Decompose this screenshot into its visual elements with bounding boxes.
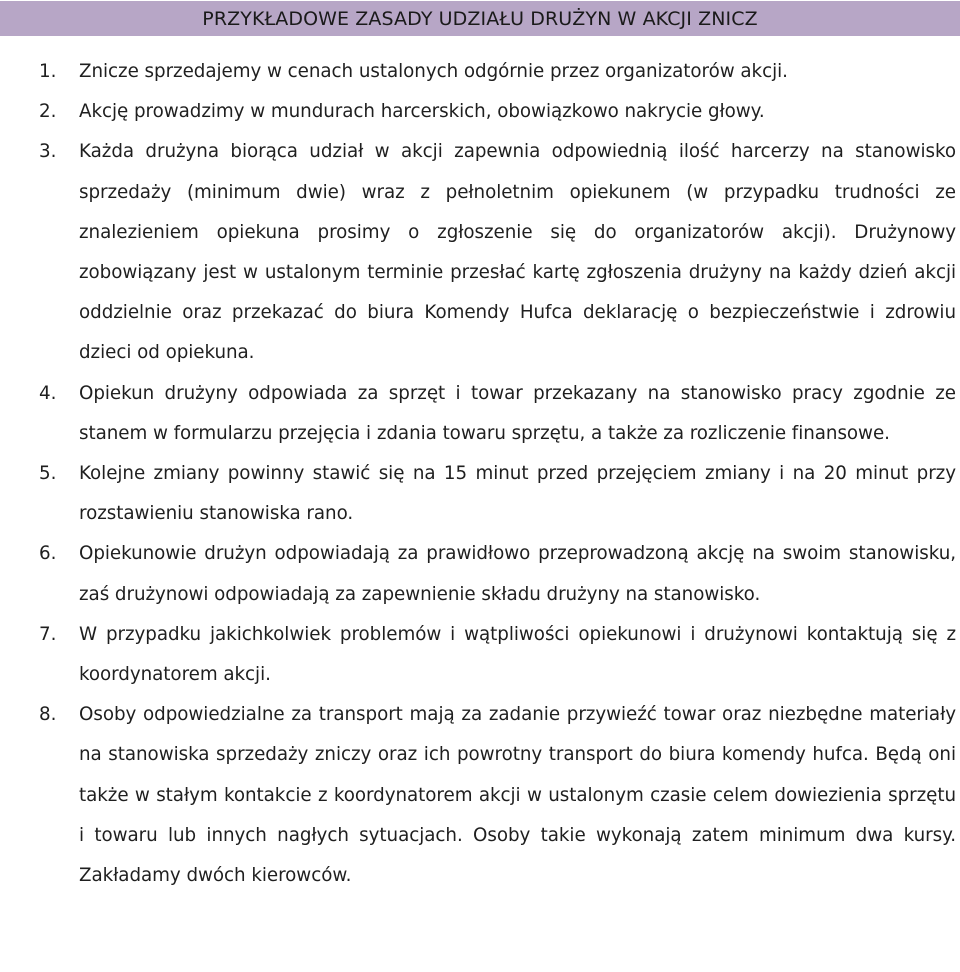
- rule-text: Osoby odpowiedzialne za transport mają za zadanie przywieźć towar oraz niezbędne materiały na stanowiska sprzedaży zniczy oraz ich powrotny transport do biura komendy hufca. Będą oni także w stałym kontakcie z koordynatorem akcji w ustalonym czasie celem dowiezienia sprzętu i towaru lub innych nagłych sytuacjach. Osoby takie wykonają zatem minimum dwa kursy. Zakładamy dwóch kierowców.: [79, 704, 956, 887]
- rule-text: Znicze sprzedajemy w cenach ustalonych odgórnie przez organizatorów akcji.: [79, 61, 788, 82]
- rule-text: Akcję prowadzimy w mundurach harcerskich, obowiązkowo nakrycie głowy.: [79, 101, 765, 123]
- rule-text: Opiekunowie drużyn odpowiadają za prawidłowo przeprowadzoną akcję na swoim stanowisku, zaś drużynowi odpowiadają za zapewnienie składu drużyny na stanowisko.: [79, 543, 956, 605]
- rule-item-6: [0, 534, 960, 614]
- rule-number: 3.: [39, 141, 57, 163]
- rule-item-8: [0, 695, 960, 896]
- rule-text: Opiekun drużyny odpowiada za sprzęt i towar przekazany na stanowisko pracy zgodnie ze stanem w formularzu przejęcia i zdania towaru sprzętu, a także za rozliczenie finansowe.: [79, 382, 956, 444]
- rule-number: 5.: [39, 463, 57, 485]
- rule-item-3: [0, 132, 960, 373]
- rule-item-4: [0, 374, 960, 454]
- rule-item-5: [0, 454, 960, 534]
- rules-list: [0, 52, 960, 896]
- rule-number: 2.: [39, 101, 57, 123]
- rule-item-1: [0, 52, 960, 92]
- rule-number: 6.: [39, 543, 57, 565]
- document-title: PRZYKŁADOWE ZASADY UDZIAŁU DRUŻYN W AKCJI ZNICZ: [202, 7, 758, 30]
- rule-number: 1.: [39, 61, 57, 82]
- rule-item-2: [0, 92, 960, 132]
- rule-item-7: [0, 615, 960, 695]
- rule-number: 4.: [39, 382, 57, 404]
- rule-text: Kolejne zmiany powinny stawić się na 15 minut przed przejęciem zmiany i na 20 minut przy rozstawieniu stanowiska rano.: [79, 463, 956, 525]
- rule-text: W przypadku jakichkolwiek problemów i wątpliwości opiekunowi i drużynowi kontaktują się z koordynatorem akcji.: [79, 623, 956, 686]
- rule-number: 8.: [39, 704, 57, 726]
- title-bar: [0, 1, 960, 36]
- rule-text: Każda drużyna biorąca udział w akcji zapewnia odpowiednią ilość harcerzy na stanowisko sprzedaży (minimum dwie) wraz z pełnoletnim opiekunem (w przypadku trudności ze znalezieniem opiekuna prosimy o zgłoszenie się do organizatorów akcji). Drużynowy zobowiązany jest w ustalonym terminie przesłać kartę zgłoszenia drużyny na każdy dzień akcji oddzielnie oraz przekazać do biura Komendy Hufca deklarację o bezpieczeństwie i zdrowiu dzieci od opiekuna.: [79, 141, 956, 364]
- rule-number: 7.: [39, 623, 57, 645]
